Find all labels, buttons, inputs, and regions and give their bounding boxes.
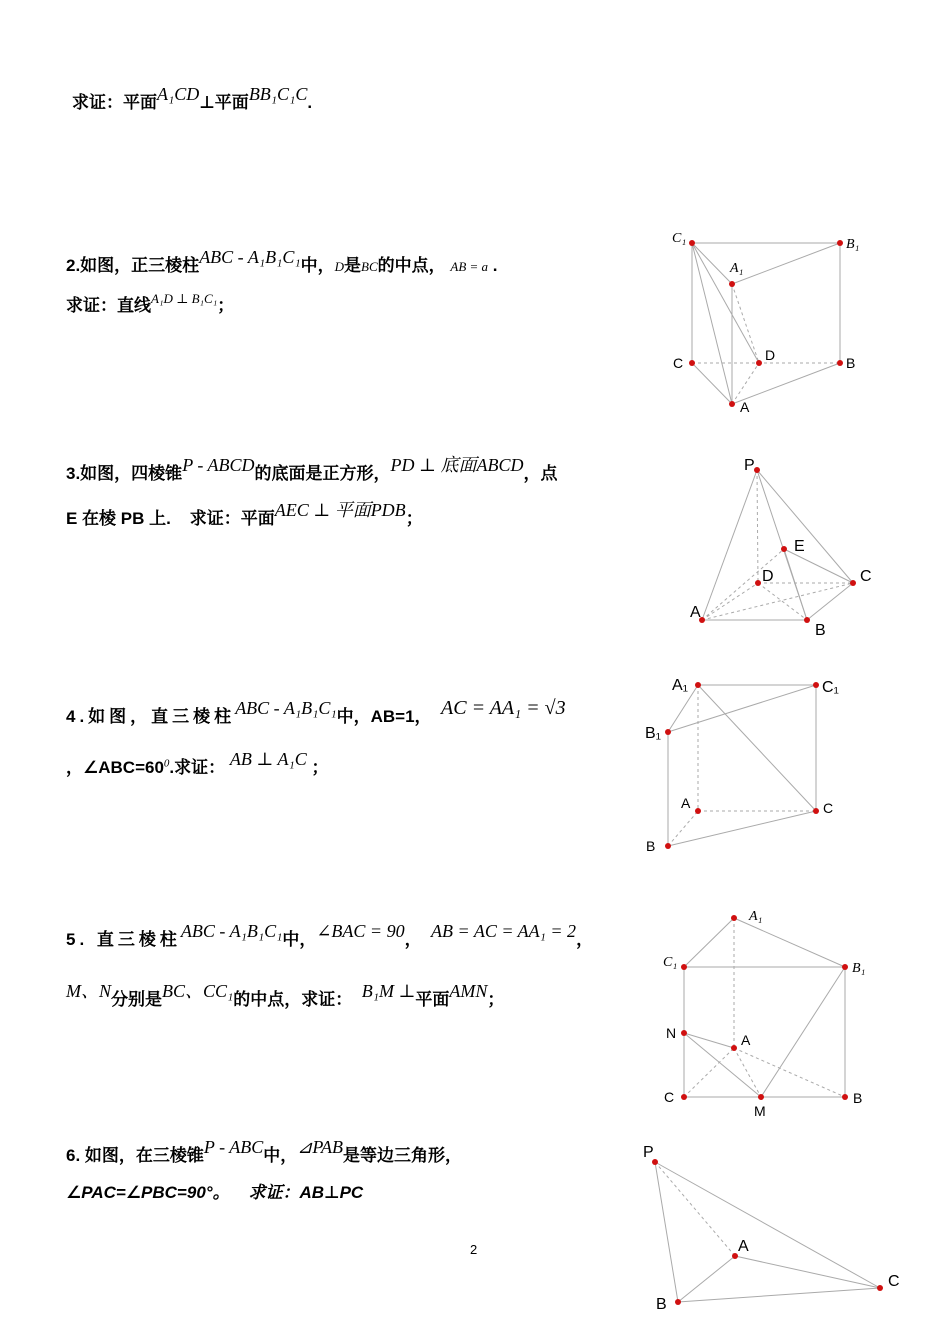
fig2-label-b1: B₁ — [846, 237, 860, 252]
figure-5 — [663, 909, 865, 1119]
fig4-label-b: B — [646, 838, 656, 854]
p3-text-l2d: ； — [405, 509, 423, 528]
p6-math-triangle: ⊿PAB — [297, 1137, 343, 1157]
fig5-label-b: B — [853, 1090, 863, 1106]
p4-text-a: 4.如图，直三棱柱 — [66, 707, 236, 726]
p4-text-l2a: ，∠ABC=60 — [66, 758, 164, 777]
p5-math-amn: AMN — [449, 981, 488, 1001]
p5-math-bc: BC、CC₁ — [162, 981, 234, 1001]
figure-3 — [690, 457, 872, 639]
fig5-label-c: C — [664, 1089, 675, 1105]
p5-text-l2f: 平面 — [415, 990, 450, 1009]
fig4-label-c1: C₁ — [822, 679, 839, 696]
p1-text-c: ⊥平面 — [199, 93, 249, 112]
p2-text-i: . — [492, 256, 498, 275]
fig5-label-n: N — [666, 1025, 677, 1041]
p5-math-angle: ∠BAC = 90 — [316, 921, 405, 941]
p4-math-perp: AB ⊥ A₁C — [229, 749, 307, 769]
fig4-label-c: C — [823, 800, 834, 816]
p5-math-prism: ABC - A₁B₁C₁ — [180, 921, 283, 941]
p2-text-a: 2.如图，正三棱柱 — [66, 256, 200, 275]
p1-math-plane2: BB₁C₁C — [248, 84, 308, 104]
figure-4 — [645, 677, 839, 854]
p4-text-l2b: .求证： — [169, 758, 226, 777]
p4-math-prism: ABC - A₁B₁C₁ — [235, 698, 337, 718]
fig2-label-d: D — [765, 347, 776, 363]
fig3-label-e: E — [794, 538, 805, 555]
fig3-label-p: P — [744, 457, 755, 474]
p6-text-l2a: ∠PAC=∠PBC=90°。 — [66, 1183, 230, 1202]
p3-text-l2b: 求证：平面 — [189, 509, 275, 528]
p5-text-l2b: 分别是 — [111, 990, 162, 1009]
fig5-label-m: M — [754, 1103, 766, 1119]
fig4-label-a: A — [681, 795, 691, 811]
fig2-label-c1: C₁ — [672, 231, 687, 246]
fig5-label-b1: B₁ — [852, 961, 866, 976]
fig3-label-c: C — [860, 568, 872, 585]
figure-2 — [672, 231, 859, 415]
p4-math-ac: AC = AA₁ = √3 — [441, 697, 566, 719]
p3-math-planes: AEC ⊥ 平面PDB — [274, 500, 406, 520]
p5-text-c: 中， — [282, 930, 317, 949]
p2-text-l2c: ； — [217, 296, 235, 315]
p3-math-pd: PD ⊥ 底面ABCD — [390, 455, 524, 475]
fig2-label-c: C — [673, 355, 684, 371]
p1-text-e: . — [307, 93, 313, 112]
p1-math-plane1: A₁CD — [157, 84, 200, 104]
p6-text-l2b: 求证：AB⊥PC — [248, 1183, 364, 1202]
p5-math-mn: M、N — [66, 981, 111, 1001]
fig2-label-a1: A₁ — [730, 261, 744, 276]
p1-text-a: 求证：平面 — [72, 93, 157, 112]
fig6-label-p: P — [643, 1144, 654, 1161]
p2-text-l2a: 求证：直线 — [66, 296, 151, 315]
p3-text-e: ，点 — [523, 464, 558, 483]
fig5-label-c1: C₁ — [663, 955, 678, 970]
p5-math-b1m: B₁M ⊥ — [361, 981, 416, 1001]
p3-text-c: 的底面是正方形， — [254, 464, 391, 483]
p2-text-g: 的中点， — [377, 256, 446, 275]
p6-math-pyramid: P - ABC — [203, 1137, 264, 1157]
p3-text-l2a: E 在棱 PB 上. — [66, 509, 171, 528]
fig6-label-b: B — [656, 1296, 667, 1313]
p3-text-a: 3.如图，四棱锥 — [66, 464, 183, 483]
p2-text-c: 中， — [300, 256, 335, 275]
p4-text-c: 中，AB=1， — [336, 707, 432, 726]
fig2-label-a: A — [740, 399, 750, 415]
p2-math-prism: ABC - A₁B₁C₁ — [199, 247, 301, 267]
p2-math-perp: A₁D ⊥ B₁C₁ — [151, 291, 218, 306]
fig6-label-a: A — [738, 1238, 749, 1255]
p2-math-bc: BC — [361, 259, 378, 274]
figure-6 — [643, 1144, 900, 1313]
fig4-label-a1: A₁ — [672, 677, 689, 694]
fig6-label-c: C — [888, 1273, 900, 1290]
p4-text-l2d: ； — [311, 758, 329, 777]
fig2-label-b: B — [846, 355, 856, 371]
p5-text-l2d: 的中点，求证： — [233, 990, 353, 1009]
fig5-label-a1: A₁ — [749, 909, 763, 924]
page-number: 2 — [470, 1242, 478, 1257]
p2-text-e: 是 — [344, 256, 362, 275]
fig3-label-d: D — [762, 568, 774, 585]
p3-math-pyramid: P - ABCD — [182, 455, 255, 475]
p5-text-l2h: ； — [487, 990, 505, 1009]
p6-text-c: 中， — [263, 1146, 298, 1165]
p5-text-a: 5. 直三棱柱 — [66, 930, 181, 949]
p2-math-d: D — [334, 259, 345, 274]
fig5-label-a: A — [741, 1032, 751, 1048]
fig3-label-b: B — [815, 622, 826, 639]
p6-text-e: 是等边三角形， — [343, 1146, 462, 1165]
p5-text-e: ， — [404, 930, 422, 949]
fig3-label-a: A — [690, 604, 701, 621]
p5-math-lengths: AB = AC = AA₁ = 2 — [431, 921, 577, 941]
p2-math-ab: AB = a — [450, 259, 489, 274]
fig4-label-b1: B₁ — [645, 725, 662, 742]
p6-text-a: 6. 如图，在三棱锥 — [66, 1146, 204, 1165]
p5-text-g: ， — [576, 930, 594, 949]
p4-degree-sup: 0 — [163, 757, 170, 770]
